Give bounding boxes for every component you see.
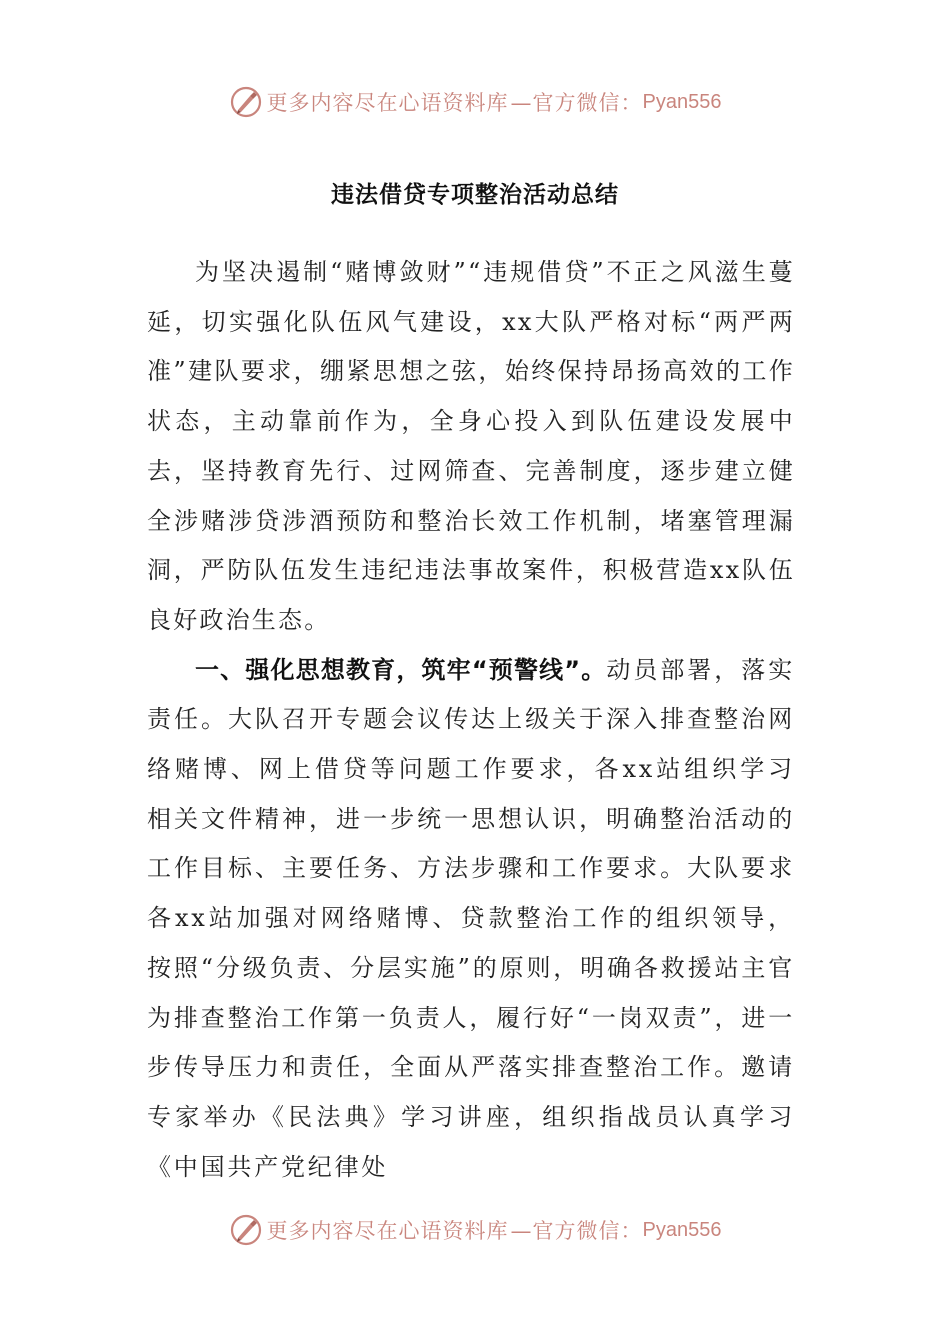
document-body: [147, 248, 795, 1192]
section-1-text: 动员部署，落实责任。大队召开专题会议传达上级关于深入排查整治网络赌博、网上借贷等问题工作要求，各xx站组织学习相关文件精神，进一步统一思想认识，明确整治活动的工作目标、主要任务、方法步骤和工作要求。大队要求各xx站加强对网络赌博、贷款整治工作的组织领导，按照“分级负责、分层实施”的原则，明确各救援站主官为排查整治工作第一负责人，履行好“一岗双责”，进一步传导压力和责任，全面从严落实排查整治工作。邀请专家举办《民法典》学习讲座，组织指战员认真学习《中国共产党纪律处: [147, 655, 795, 1181]
watermark-text: 更多内容尽在心语资料库: [266, 1219, 509, 1243]
pen-logo-icon: [229, 85, 263, 119]
pen-logo-icon: [229, 1213, 263, 1247]
watermark-footer: [0, 1210, 950, 1250]
watermark-separator: —官方微信：: [510, 1219, 643, 1243]
watermark-wechat-id: Pyan556: [642, 90, 722, 113]
section-1-heading: 一、强化思想教育，筑牢“预警线”。: [195, 655, 607, 684]
watermark-wechat-id: Pyan556: [642, 1218, 722, 1241]
watermark-separator: —官方微信：: [510, 91, 643, 115]
section-1-paragraph: [147, 646, 795, 1193]
watermark-text: 更多内容尽在心语资料库: [266, 91, 509, 115]
document-title: 违法借贷专项整治活动总结: [331, 182, 619, 208]
intro-paragraph: 为坚决遏制“赌博敛财”“违规借贷”不正之风滋生蔓延，切实强化队伍风气建设，xx大队严格对标“两严两准”建队要求，绷紧思想之弦，始终保持昂扬高效的工作状态，主动靠前作为，全身心投入到队伍建设发展中去，坚持教育先行、过网筛查、完善制度，逐步建立健全涉赌涉贷涉酒预防和整治长效工作机制，堵塞管理漏洞，严防队伍发生违纪违法事故案件，积极营造xx队伍良好政治生态。: [147, 258, 795, 634]
watermark-header: [0, 82, 950, 122]
